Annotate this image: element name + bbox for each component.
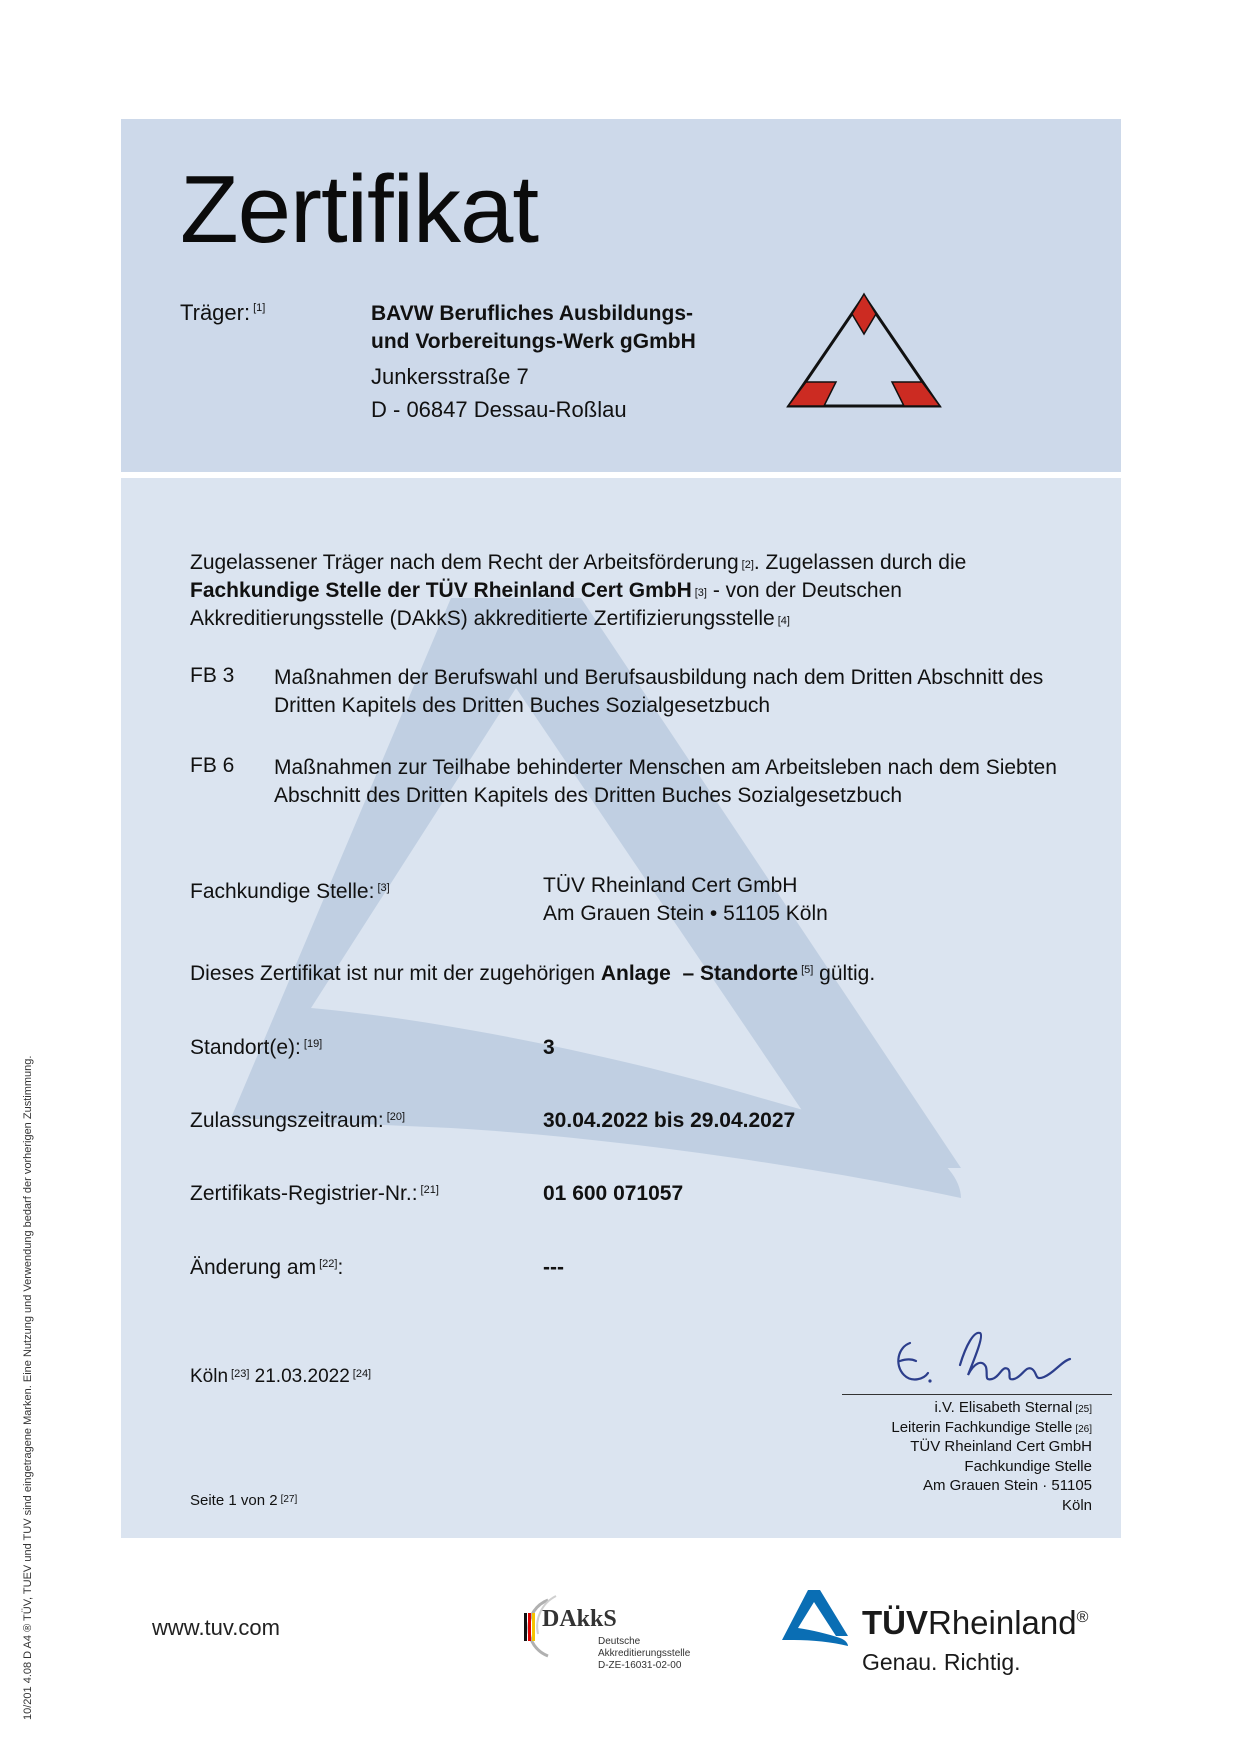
page-number-text: Seite 1 von 2 [190, 1492, 278, 1509]
signatory-name-ref: [25] [1075, 1404, 1092, 1415]
validity-note-bold-2: – Standorte [682, 962, 799, 985]
tuv-triangle-icon [778, 1588, 850, 1650]
validity-note-text-1: Dieses Zertifikat ist nur mit der zugehörigen [190, 962, 595, 985]
standorte-label [190, 1036, 322, 1060]
legal-side-note: 10/201 4.08 D A4 ® TÜV, TUEV und TUV sind eingetragene Marken. Eine Nutzung und Verwendung bedarf der vorherigen Zustimmung. [22, 1055, 34, 1720]
fachkundige-stelle-name: TÜV Rheinland Cert GmbH [543, 874, 798, 897]
intro-bold-text: Fachkundige Stelle der TÜV Rheinland Cert GmbH [190, 579, 692, 602]
intro-ref-1: [2] [741, 559, 754, 571]
validity-note [190, 962, 875, 986]
fb3-text: Maßnahmen der Berufswahl und Berufsausbildung nach dem Dritten Abschnitt des Dritten Kapitels des Dritten Buches Sozialgesetzbuch [274, 666, 1044, 717]
zulassungszeitraum-ref: [20] [386, 1111, 406, 1123]
signatory-role-ref: [26] [1075, 1423, 1092, 1435]
place-ref: [23] [231, 1368, 250, 1380]
traeger-ref: [1] [253, 302, 266, 314]
zulassungszeitraum-value: 30.04.2022 bis 29.04.2027 [543, 1109, 796, 1132]
fachkundige-stelle-label-text: Fachkundige Stelle: [190, 880, 375, 903]
intro-text-1: Zugelassener Träger nach dem Recht der Arbeitsförderung [190, 551, 739, 574]
zulassungszeitraum-label-text: Zulassungszeitraum: [190, 1109, 384, 1132]
registrier-nr-value: 01 600 071057 [543, 1182, 684, 1205]
date: 21.03.2022 [254, 1366, 350, 1387]
aenderung-label-text: Änderung am [190, 1256, 317, 1279]
place-date [190, 1366, 371, 1388]
organisation-city: D - 06847 Dessau-Roßlau [371, 397, 627, 422]
bavw-triangle-logo [784, 292, 944, 412]
intro-ref-2: [3] [694, 587, 707, 599]
standorte-value: 3 [543, 1036, 555, 1059]
signatory-address: Am Grauen Stein · 51105 [923, 1477, 1092, 1494]
page-number-ref: [27] [280, 1494, 298, 1505]
dakks-line1: Deutsche [598, 1636, 641, 1647]
traeger-label-text: Träger: [180, 300, 251, 325]
registrier-nr-label-text: Zertifikats-Registrier-Nr.: [190, 1182, 418, 1205]
signatory-unit: Fachkundige Stelle [964, 1457, 1092, 1475]
dakks-badge [518, 1588, 718, 1678]
intro-ref-3: [4] [777, 615, 790, 627]
fb6-code: FB 6 [190, 754, 235, 777]
aenderung-label [190, 1256, 343, 1280]
standorte-label-text: Standort(e): [190, 1036, 301, 1059]
dakks-line2: Akkreditierungsstelle [598, 1648, 691, 1659]
fb6-text: Maßnahmen zur Teilhabe behinderter Menschen am Arbeitsleben nach dem Siebten Abschnitt des Dritten Kapitels des Dritten Buches Sozialgesetzbuch [274, 756, 1057, 807]
fachkundige-stelle-address: Am Grauen Stein • 51105 Köln [543, 902, 828, 925]
aenderung-value: --- [543, 1256, 564, 1279]
organisation-street: Junkersstraße 7 [371, 364, 529, 389]
signatory-name: i.V. Elisabeth Sternal [934, 1399, 1073, 1416]
zulassungszeitraum-label [190, 1109, 405, 1133]
organisation-name [371, 300, 791, 356]
tuv-wordmark-bold: TÜV [862, 1604, 928, 1641]
validity-note-text-2: gültig. [819, 962, 876, 985]
traeger-label [180, 300, 265, 326]
place: Köln [190, 1366, 229, 1387]
fachkundige-stelle-label [190, 880, 390, 904]
aenderung-ref: [22] [319, 1258, 338, 1270]
fb3-code: FB 3 [190, 664, 235, 687]
aenderung-suffix: : [337, 1256, 344, 1279]
dakks-name: DAkkS [542, 1606, 617, 1632]
intro-text-2: . Zugelassen durch die [753, 551, 967, 574]
organisation-name-line2: und Vorbereitungs-Werk gGmbH [371, 330, 696, 353]
date-ref: [24] [352, 1368, 372, 1380]
registrier-nr-ref: [21] [420, 1184, 439, 1196]
registered-mark: ® [1076, 1609, 1089, 1626]
tuv-wordmark-regular: Rheinland [928, 1604, 1077, 1641]
intro-paragraph [190, 549, 1090, 633]
handwritten-signature [888, 1325, 1078, 1395]
signature-line [842, 1394, 1112, 1395]
signatory-city: Köln [1061, 1496, 1092, 1514]
intro-text-3: - von der Deutschen Akkreditierungsstelle (DAkkS) akkreditierte Zertifizierungsstelle [190, 579, 902, 630]
standorte-ref: [19] [303, 1038, 323, 1050]
tuv-slogan: Genau. Richtig. [862, 1649, 1021, 1675]
signatory-block [842, 1398, 1092, 1515]
validity-note-bold-1: Anlage [600, 962, 671, 985]
registrier-nr-label [190, 1182, 439, 1206]
website-link[interactable]: www.tuv.com [152, 1615, 280, 1640]
dakks-text [598, 1636, 690, 1672]
signatory-name-line [842, 1398, 1092, 1418]
signatory-org: TÜV Rheinland Cert GmbH [910, 1438, 1092, 1455]
dakks-id: D-ZE-16031-02-00 [598, 1660, 682, 1671]
fachkundige-stelle-ref: [3] [377, 882, 390, 894]
signatory-role-line [842, 1418, 1092, 1438]
organisation-name-line1: BAVW Berufliches Ausbildungs- [371, 302, 694, 325]
signatory-role: Leiterin Fachkundige Stelle [891, 1418, 1073, 1436]
validity-note-ref: [5] [801, 964, 814, 976]
tuv-wordmark [862, 1604, 1088, 1642]
certificate-title: Zertifikat [180, 156, 539, 263]
page-number [190, 1492, 297, 1509]
